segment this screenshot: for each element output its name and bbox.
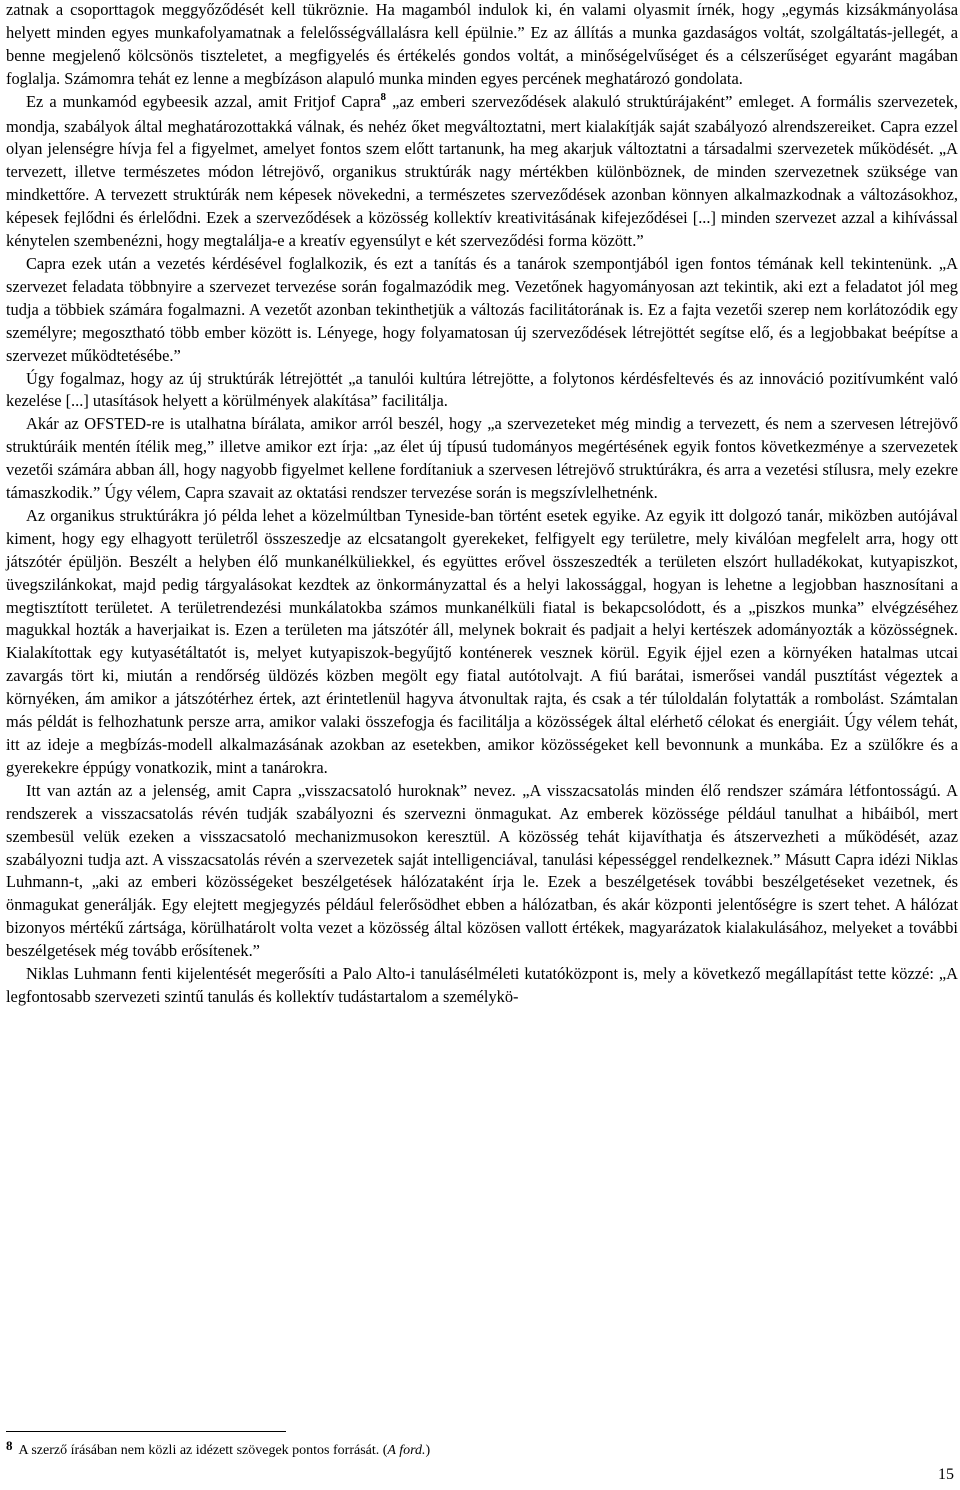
paragraph-text: zatnak a csoporttagok meggyőződését kell tükröznie. Ha magamból indulok ki, én valami olyasmit írnék, hogy „egymás kizsákmányolása helyett minden egyes munkafolyamatnak a felelősségvállalásra kell épülnie.” Ez az állítás a munka gazdaságos voltát, szolgáltatás-jellegét, a benne megjelenő kölcsönös tiszteletet, a megfigyelés és értékelés gondos voltát, a minőségelvűséget és a célszerűséget egyaránt magában foglalja. Számomra tehát ez lenne a megbízáson alapuló munka minden egyes percének meghatározó gondolata. xyxy=(6,0,958,88)
footnote-italic: A ford. xyxy=(387,1443,426,1458)
footnote-text: A szerző írásában nem közli az idézett szövegek pontos forrását. ( xyxy=(18,1443,388,1458)
footnote-mark: 8 xyxy=(6,1438,13,1453)
body-text xyxy=(6,0,958,1009)
paragraph-text: Akár az OFSTED-re is utalhatna bírálata, amikor arról beszél, hogy „a szervezeteket még mindig a tervezett, és nem a szervesen létrejövő struktúráik mentén ítélik meg,” illetve amikor ezt írja: „az élet új típusú tudományos megértésének egyik fontos következménye a szervezetek vezetői számára abban áll, hogy nagyobb figyelmet kellene fordítaniuk a szervesen létrejövő struktúrákra, és arra a vezetési stílusra, mely ezekre támaszkodik.” Úgy vélem, Capra szavait az oktatási rendszer tervezése során is megszívlelhetnénk. xyxy=(6,414,958,503)
paragraph-text: Ez a munkamód egybeesik azzal, amit Fritjof Capra xyxy=(26,91,381,111)
paragraph-text: Niklas Luhmann fenti kijelentését megerősíti a Palo Alto-i tanulásélméleti kutatóközpont is, mely a következő megállapítást tette közzé: „A legfontosabb szervezeti szintű tanulás és kollektív tudástartalom a személykö- xyxy=(6,964,958,1006)
paragraph xyxy=(6,0,958,91)
paragraph xyxy=(6,505,958,780)
page-number: 15 xyxy=(938,1466,954,1483)
paragraph xyxy=(6,413,958,505)
paragraph-text: Capra ezek után a vezetés kérdésével foglalkozik, és ezt a tanítás és a tanárok szempontjából igen fontos témának kell tekintenünk. „A szervezet feladata többnyire a szervezet tervezése során fogalmazódik meg. Vezetőnek hagyományosan azt tekintik, aki ezt a feladatot jól meg tudja a többiek számára fogalmazni. A vezetőt azonban tekinthetjük a változás facilitátorának is. Ez a fajta vezetői szerep nem korlátozódik egy személyre; megosztható több ember között is. Lényege, hogy folyamatosan új szerveződések létrejöttét segítse elő, és a legjobbakat beépítse a szervezet működtetésébe.” xyxy=(6,253,958,365)
paragraph-text: „az emberi szerveződések alakuló struktúrájaként” emleget. A formális szervezetek, mondja, szabályok által meghatározottakká válnak, és nehéz őket megváltoztatni, mert kialakítják saját szabályozó alrendszereiket. Capra ezzel olyan jelenségre hívja fel a figyelmet, amelyet fontos szem előtt tartanunk, ha meg akarjuk változtatni a társadalmi szervezetek működését. „A tervezett, illetve természetes módon létrejövő, organikus struktúrák nagy mértékben különböznek, de minden szervezetnek szüksége van mindkettőre. A tervezett struktúrák nem képesek növekedni, a természetes szerveződések azonban könnyen alkalmazkodnak a változásokhoz, képesek fejlődni és érlelődni. Ezek a szerveződések a közösség kollektív kreativitásának kifejeződései [...] minden szervezet azzal a kihívással kénytelen szembenézni, hogy megtalálja-e a kreatív egyensúlyt e két szerveződési forma között.” xyxy=(6,91,958,251)
paragraph-text: Itt van aztán az a jelenség, amit Capra „visszacsatoló huroknak” nevez. „A visszacsatolás minden élő rendszer számára létfontosságú. A rendszerek a visszacsatolás révén tudják szabályozni és szervezni önmagukat. Az emberek közössége például tanulhat a hibáiból, mert szembesül velük ezeken a visszacsatoló mechanizmusokon keresztül. A közösség tehát kijavíthatja és átszervezheti a működését, azaz szabályozni tudja azt. A visszacsatolás révén a szervezetek saját intelligenciával, tanulási képességgel rendelkeznek.” Másutt Capra idézi Niklas Luhmann-t, „aki az emberi közösségeket beszélgetések hálózataként írja le. Ezek a beszélgetések további beszélgetéseket vezetnek, és önmagukat generálják. Egy elejtett megjegyzés például felerősödhet ebben a hálózatban, és akár központi jelentőségre is szert tehet. A hálózat bizonyos mértékű zártsága, körülhatárolt volta vezet a közösség által közösen vallott értékek, magyarázatok kialakulásához, melyeket a további beszélgetések még tovább erősítenek.” xyxy=(6,780,958,961)
footnote xyxy=(6,1438,946,1460)
footnote-divider xyxy=(6,1431,286,1432)
paragraph xyxy=(6,253,958,368)
paragraph xyxy=(6,368,958,414)
paragraph-text: Úgy fogalmaz, hogy az új struktúrák létrejöttét „a tanulói kultúra létrejötte, a folytonos kérdésfeltevés és az innováció pozitívumként való kezelése [...] utasítások helyett a körülmények alakítása” facilitálja. xyxy=(6,368,958,411)
paragraph-text: Az organikus struktúrákra jó példa lehet a közelmúltban Tyneside-ban történt esetek egyike. Az egyik itt dolgozó tanár, miközben autójával kiment, hogy egy elhagyott területről összeszedje az elcsatangolt gyerekeket, felfigyelt egy területre, mely kiválóan megfelelt arra, hogy ott játszótér épüljön. Beszélt a helyben élő munkanélküliekkel, és együttes erővel összeszedték a területen elszórt hulladékokat, kutyapiszkot, üvegszilánkokat, majd pedig tárgyalásokat kezdtek az önkormányzattal és a helyi lakossággal, hogyan is lehetne a legjobban hasznosítani a megtisztított területet. A területrendezési munkálatokba számos munkanélküli fiatal is bekapcsolódott, és a „piszkos munka” elvégzéséhez magukkal hozták a haverjaikat is. Ezen a területen ma játszótér áll, melynek bokrait és padjait a helyi kertészek adományozták a közösségnek. Kialakítottak egy kutyasétáltatót is, melyet kutyapiszok-begyűjtő konténerek vesznek körül. Egyik éjjel ezen a környéken hatalmas utcai zavargás tört ki, miután a rendőrség üldözés közben megölt egy fiatal autótolvajt. A fiú barátai, ismerősei vandál pusztítást végeztek a környéken, ám amikor a játszótérhez értek, azt érintetlenül hagyva átvonultak rajta, és csak a tér túloldalán folytatták a rombolást. Számtalan más példát is felhozhatunk persze arra, amikor valaki összefogja és facilitálja a közösségek által elérhető célokat és energiáit. Úgy vélem tehát, itt az ideje a megbízás-modell alkalmazásának azokban az esetekben, amikor közösségeket kell bevonnunk a munkába. Ez a szülőkre és a gyerekekre éppúgy vonatkozik, mint a tanárokra. xyxy=(6,505,958,777)
footnote-text-end: ) xyxy=(425,1443,431,1458)
paragraph xyxy=(6,963,958,1009)
paragraph xyxy=(6,780,958,963)
paragraph xyxy=(6,91,958,253)
footnote-reference: 8 xyxy=(380,90,387,103)
